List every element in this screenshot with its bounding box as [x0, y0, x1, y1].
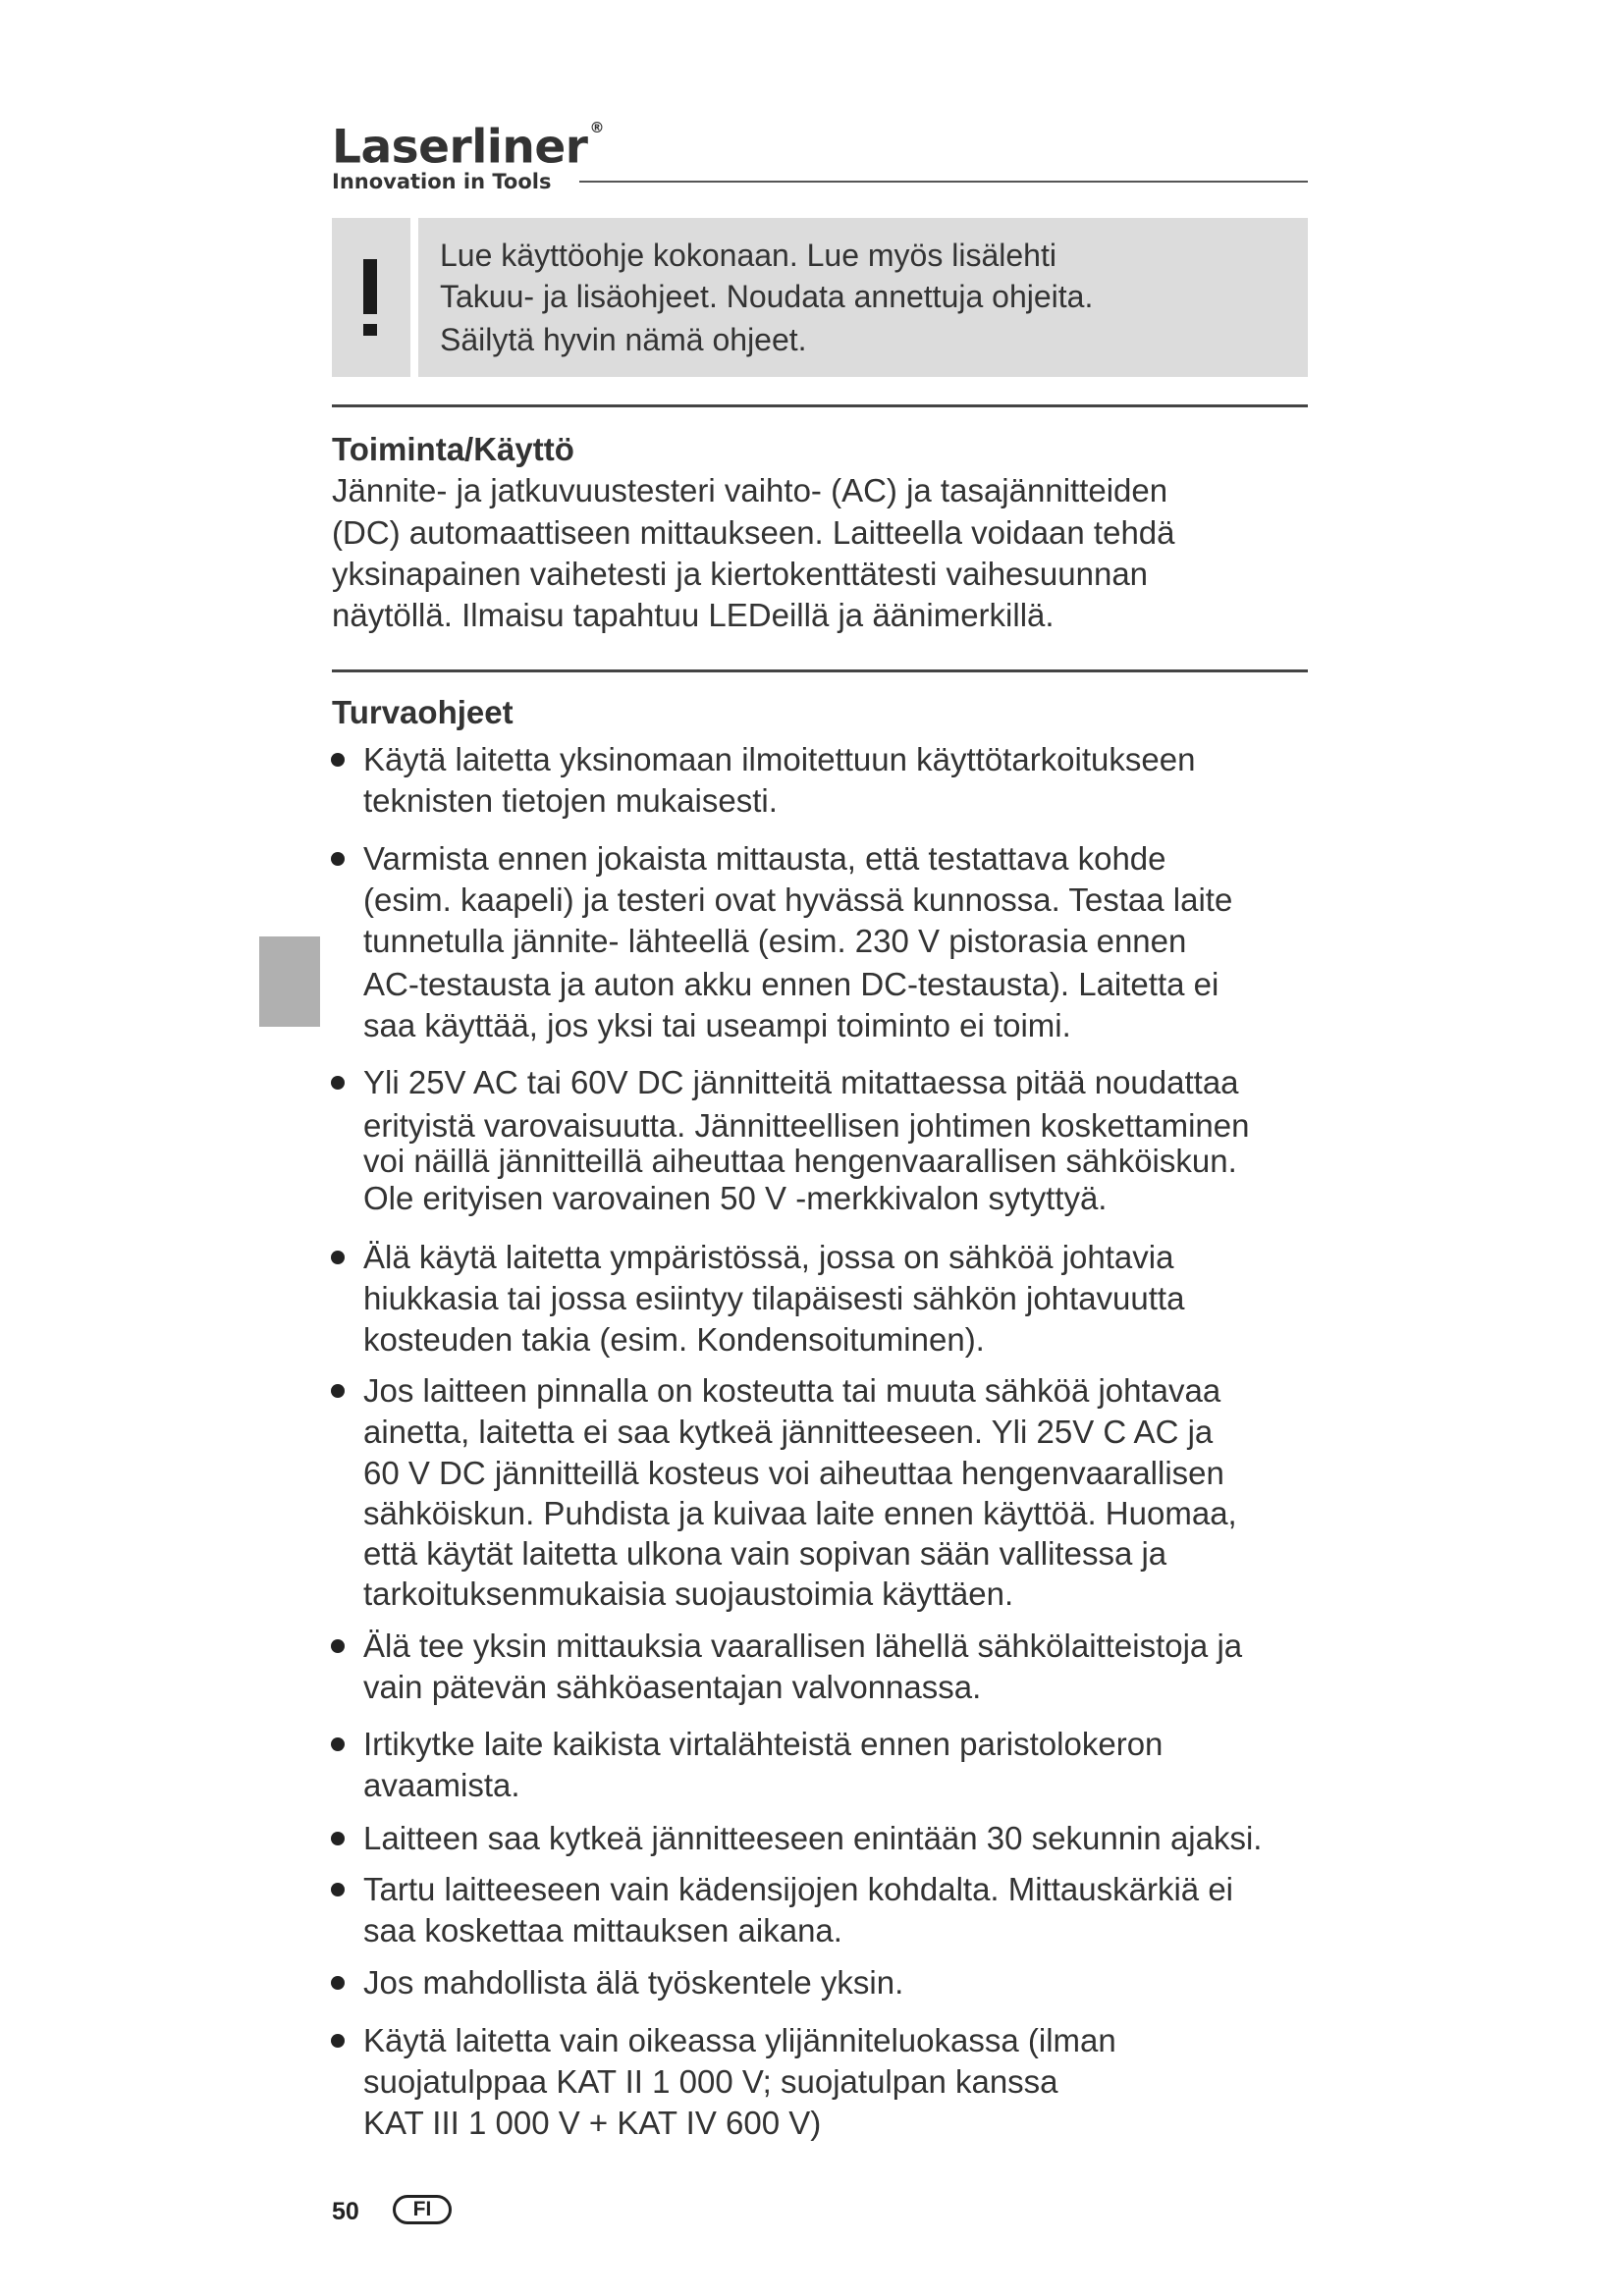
list-item-line: Älä tee yksin mittauksia vaarallisen lähellä sähkölaitteistoja ja	[363, 1628, 1243, 1664]
language-badge: FI	[393, 2195, 452, 2224]
bullet-icon	[331, 2034, 345, 2048]
list-item-line: että käytät laitetta ulkona vain sopivan sään vallitessa ja	[363, 1535, 1167, 1572]
list-item-line: Varmista ennen jokaista mittausta, että testattava kohde	[363, 840, 1166, 877]
list-item-line: kosteuden takia (esim. Kondensoituminen).	[363, 1321, 985, 1358]
bullet-icon	[331, 1639, 345, 1653]
paragraph-line: näytöllä. Ilmaisu tapahtuu LEDeillä ja äänimerkillä.	[332, 597, 1055, 633]
list-item-line: Tartu laitteeseen vain kädensijojen kohdalta. Mittauskärkiä ei	[363, 1871, 1234, 1907]
list-item-line: tarkoituksenmukaisia suojaustoimia käyttäen.	[363, 1575, 1014, 1612]
header-rule	[579, 181, 1308, 183]
list-item-line: Laitteen saa kytkeä jännitteeseen enintään 30 sekunnin ajaksi.	[363, 1820, 1263, 1856]
bullet-icon	[331, 1832, 345, 1845]
list-item-line: voi näillä jännitteillä aiheuttaa hengenvaarallisen sähköiskun.	[363, 1143, 1237, 1179]
bullet-icon	[331, 1251, 345, 1264]
notice-line: Lue käyttöohje kokonaan. Lue myös lisälehti	[440, 238, 1056, 273]
notice-box	[332, 218, 1308, 377]
list-item-line: Käytä laitetta yksinomaan ilmoitettuun käyttötarkoitukseen	[363, 741, 1196, 777]
list-item-line: Älä käytä laitetta ympäristössä, jossa on sähköä johtavia	[363, 1239, 1174, 1275]
list-item-line: hiukkasia tai jossa esiintyy tilapäisesti sähkön johtavuutta	[363, 1280, 1185, 1316]
bullet-icon	[331, 1737, 345, 1751]
list-item-line: KAT III 1 000 V + KAT IV 600 V)	[363, 2105, 822, 2141]
brand-logo	[332, 116, 604, 193]
list-item-line: Yli 25V AC tai 60V DC jännitteitä mitattaessa pitää noudattaa	[363, 1064, 1239, 1100]
exclamation-icon	[332, 218, 410, 377]
list-item-line: teknisten tietojen mukaisesti.	[363, 782, 778, 819]
list-item-line: saa käyttää, jos yksi tai useampi toiminto ei toimi.	[363, 1007, 1071, 1043]
safety-heading: Turvaohjeet	[332, 694, 514, 730]
list-item-line: 60 V DC jännitteillä kosteus voi aiheuttaa hengenvaarallisen	[363, 1455, 1224, 1491]
list-item-line: saa koskettaa mittauksen aikana.	[363, 1912, 842, 1949]
list-item-line: vain pätevän sähköasentajan valvonnassa.	[363, 1669, 982, 1705]
list-item-line: Käytä laitetta vain oikeassa ylijänniteluokassa (ilman	[363, 2022, 1116, 2058]
list-item-line: Jos mahdollista älä työskentele yksin.	[363, 1964, 904, 2001]
page-number: 50	[332, 2198, 359, 2225]
list-item-line: suojatulppaa KAT II 1 000 V; suojatulpan kanssa	[363, 2063, 1058, 2100]
bullet-icon	[331, 1883, 345, 1896]
section-divider	[332, 669, 1308, 672]
list-item-line: AC-testausta ja auton akku ennen DC-testausta). Laitetta ei	[363, 966, 1219, 1002]
function-heading: Toiminta/Käyttö	[332, 431, 574, 467]
paragraph-line: yksinapainen vaihetesti ja kiertokenttätesti vaihesuunnan	[332, 556, 1149, 592]
list-item-line: sähköiskun. Puhdista ja kuivaa laite ennen käyttöä. Huomaa,	[363, 1495, 1237, 1531]
bullet-icon	[331, 753, 345, 767]
registered-mark: ®	[589, 119, 604, 136]
paragraph-line: Jännite- ja jatkuvuustesteri vaihto- (AC) ja tasajännitteiden	[332, 472, 1168, 508]
chapter-tab-marker	[259, 936, 320, 1027]
section-divider	[332, 404, 1308, 407]
brand-tagline: Innovation in Tools	[332, 169, 552, 193]
brand-name: Laserliner	[332, 120, 588, 175]
notice-text	[418, 218, 1308, 377]
paragraph-line: (DC) automaattiseen mittaukseen. Laitteella voidaan tehdä	[332, 514, 1175, 551]
list-item-line: Irtikytke laite kaikista virtalähteistä ennen paristolokeron	[363, 1726, 1164, 1762]
list-item-line: (esim. kaapeli) ja testeri ovat hyvässä kunnossa. Testaa laite	[363, 881, 1233, 918]
notice-line: Säilytä hyvin nämä ohjeet.	[440, 322, 807, 357]
bullet-icon	[331, 1384, 345, 1398]
notice-line: Takuu- ja lisäohjeet. Noudata annettuja ohjeita.	[440, 279, 1094, 314]
list-item-line: Ole erityisen varovainen 50 V -merkkivalon sytyttyä.	[363, 1180, 1108, 1216]
list-item-line: ainetta, laitetta ei saa kytkeä jännitteeseen. Yli 25V C AC ja	[363, 1414, 1214, 1450]
list-item-line: erityistä varovaisuutta. Jännitteellisen johtimen koskettaminen	[363, 1107, 1250, 1144]
bullet-icon	[331, 852, 345, 866]
list-item-line: tunnetulla jännite- lähteellä (esim. 230 V pistorasia ennen	[363, 923, 1187, 959]
bullet-icon	[331, 1076, 345, 1090]
bullet-icon	[331, 1976, 345, 1990]
list-item-line: Jos laitteen pinnalla on kosteutta tai muuta sähköä johtavaa	[363, 1372, 1221, 1409]
list-item-line: avaamista.	[363, 1767, 520, 1803]
